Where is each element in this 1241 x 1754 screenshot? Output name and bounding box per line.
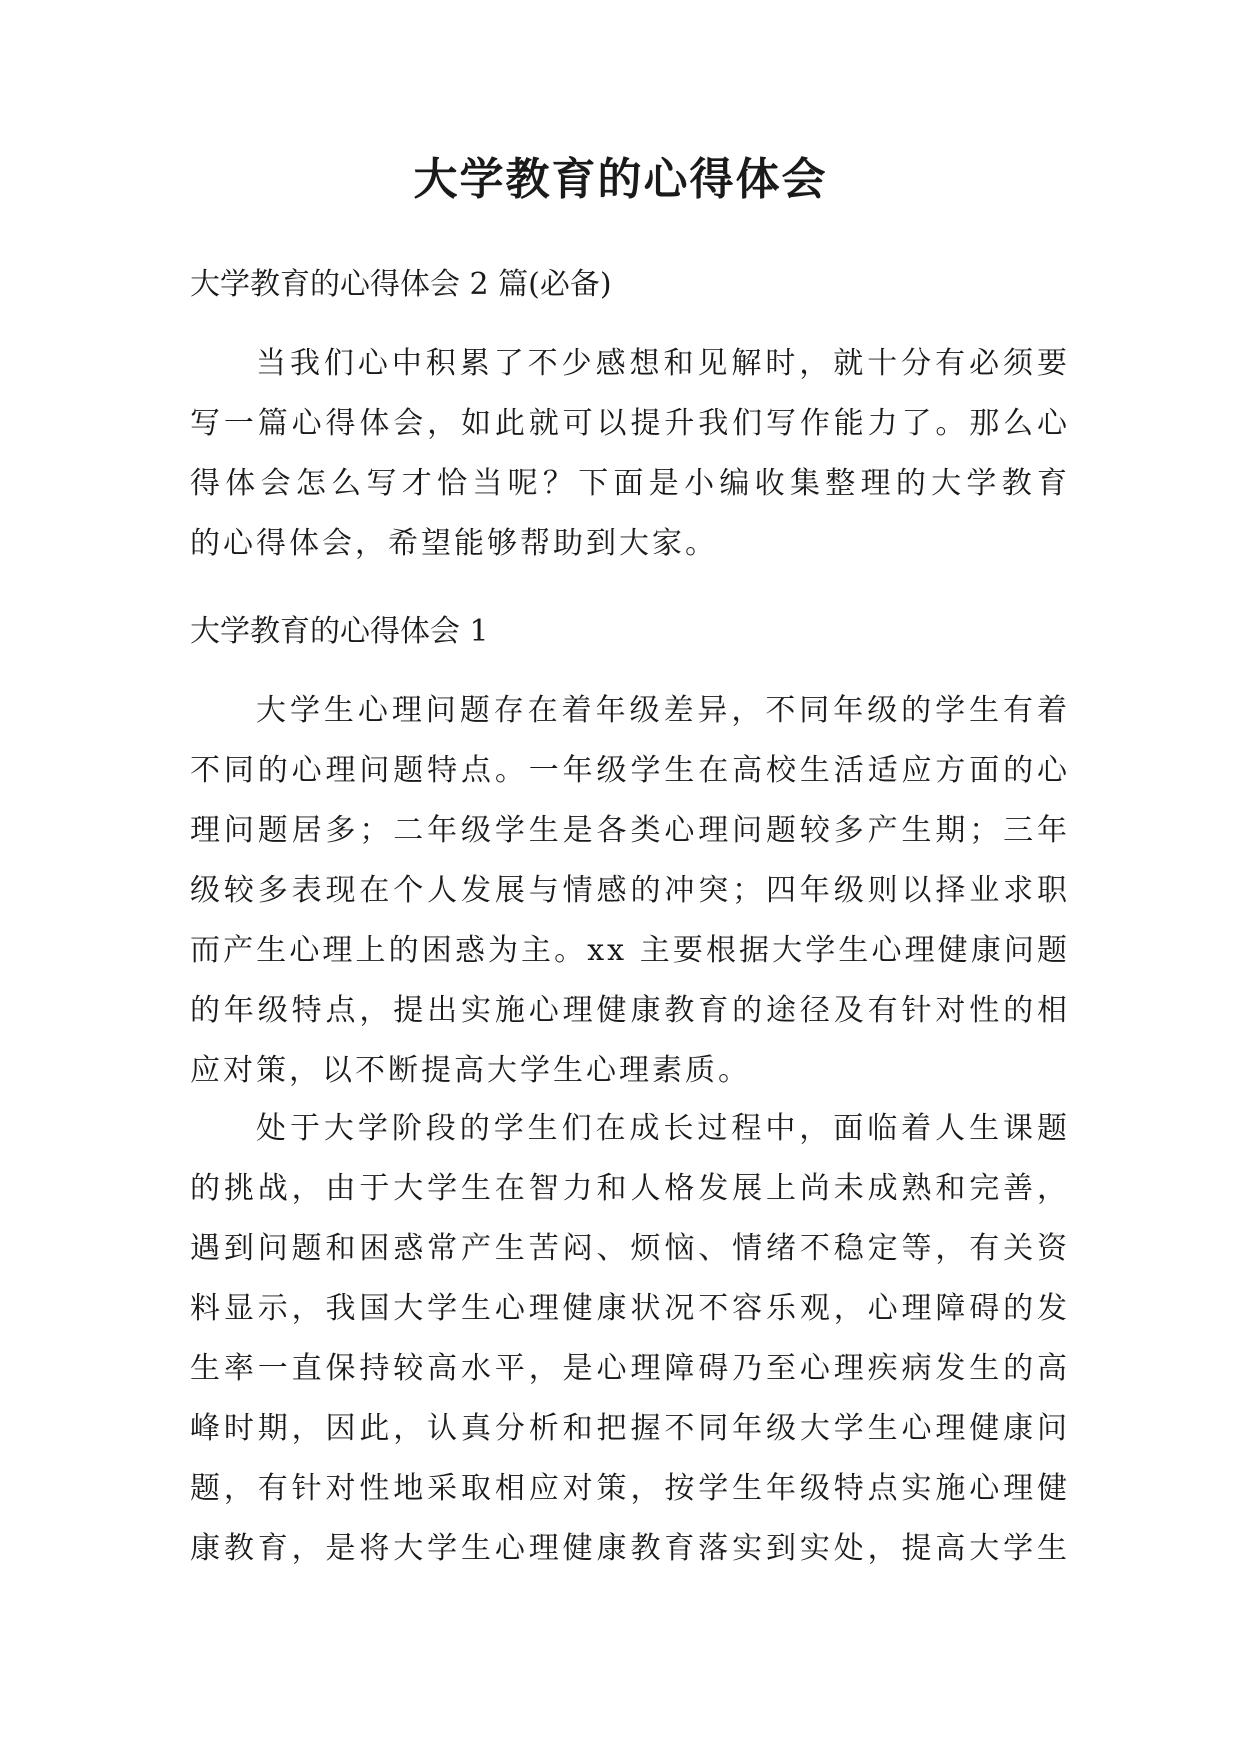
paragraph-line: 而产生心理上的困惑为主。xx 主要根据大学生心理健康问题	[190, 933, 1070, 968]
paragraph-line: 遇到问题和困惑常产生苦闷、烦恼、情绪不稳定等，有关资	[190, 1231, 1070, 1266]
paragraph-line: 处于大学阶段的学生们在成长过程中，面临着人生课题	[256, 1111, 1070, 1146]
paragraph-line: 题，有针对性地采取相应对策，按学生年级特点实施心理健	[190, 1471, 1070, 1506]
paragraph-line: 不同的心理问题特点。一年级学生在高校生活适应方面的心	[190, 753, 1070, 788]
document-title: 大学教育的心得体会	[413, 154, 828, 205]
paragraph-line: 的心得体会，希望能够帮助到大家。	[190, 526, 718, 561]
paragraph-line: 料显示，我国大学生心理健康状况不容乐观，心理障碍的发	[190, 1291, 1070, 1326]
paragraph-line: 当我们心中积累了不少感想和见解时，就十分有必须要	[256, 346, 1070, 381]
section1-paragraph-2	[190, 1099, 1070, 1579]
paragraph-line: 理问题居多；二年级学生是各类心理问题较多产生期；三年	[190, 813, 1070, 848]
section1-paragraph-1	[190, 681, 1070, 1101]
paragraph-line: 的挑战，由于大学生在智力和人格发展上尚未成熟和完善，	[190, 1171, 1070, 1206]
paragraph-line: 康教育，是将大学生心理健康教育落实到实处，提高大学生	[190, 1531, 1070, 1566]
document-subtitle: 大学教育的心得体会 2 篇(必备)	[190, 267, 612, 302]
paragraph-line: 峰时期，因此，认真分析和把握不同年级大学生心理健康问	[190, 1411, 1070, 1446]
paragraph-line: 级较多表现在个人发展与情感的冲突；四年级则以择业求职	[190, 873, 1070, 908]
paragraph-line: 生率一直保持较高水平，是心理障碍乃至心理疾病发生的高	[190, 1351, 1070, 1386]
paragraph-line: 大学生心理问题存在着年级差异，不同年级的学生有着	[256, 693, 1070, 728]
intro-paragraph	[190, 334, 1070, 574]
paragraph-line: 得体会怎么写才恰当呢？下面是小编收集整理的大学教育	[190, 466, 1070, 501]
paragraph-line: 的年级特点，提出实施心理健康教育的途径及有针对性的相	[190, 993, 1070, 1028]
paragraph-line: 写一篇心得体会，如此就可以提升我们写作能力了。那么心	[190, 406, 1070, 441]
section-heading: 大学教育的心得体会 1	[190, 614, 489, 649]
paragraph-line: 应对策，以不断提高大学生心理素质。	[190, 1053, 751, 1088]
